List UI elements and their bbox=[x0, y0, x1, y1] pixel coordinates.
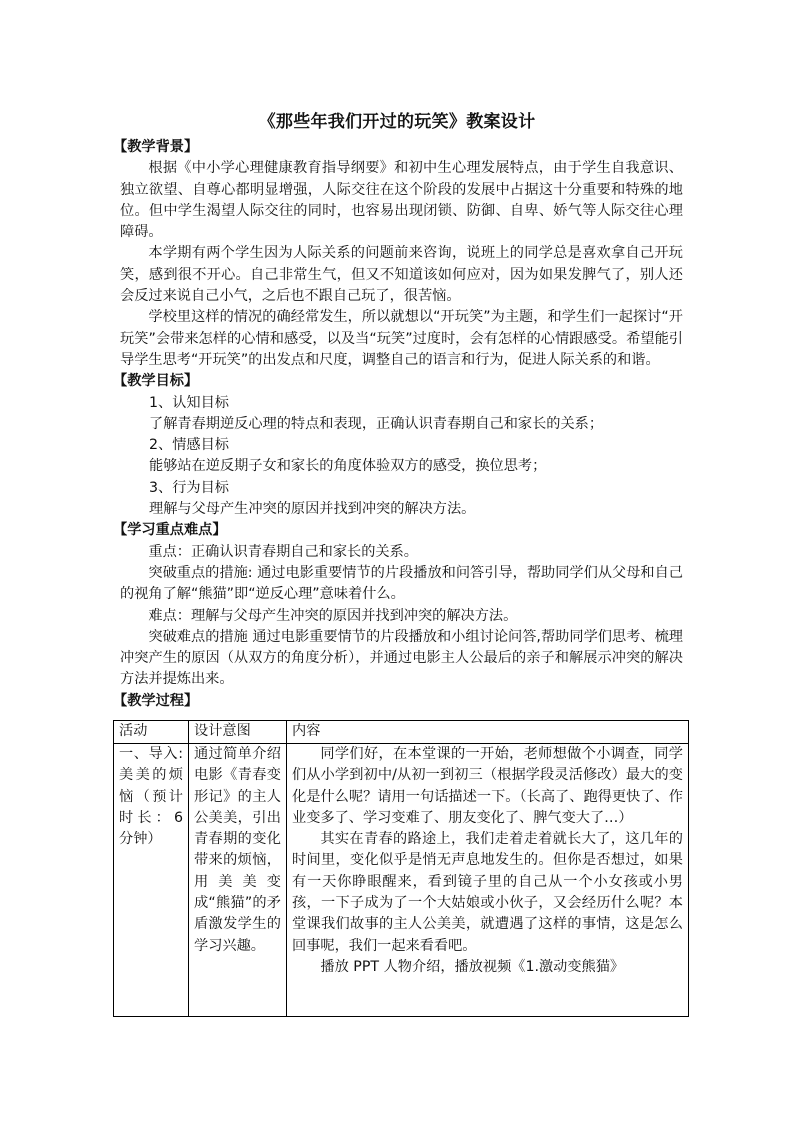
key-point-paragraph: 突破重点的措施: 通过电影重要情节的片段播放和问答引导，帮助同学们从父母和自己的视角了解“熊猫”即“逆反心理”意味着什么。 bbox=[120, 564, 683, 603]
content-paragraph: 其实在青春的路途上，我们走着走着就长大了，这几年的时间里，变化似乎是悄无声息地发生的。但你是否想过，如果有一天你睁眼醒来，看到镜子里的自己从一个小女孩或小男孩，一下子成为了一个大姑娘或小伙子，又会经历什么呢？本堂课我们故事的主人公美美，就遭遇了这样的事情，这是怎么回事呢，我们一起来看看吧。 bbox=[292, 831, 683, 954]
background-paragraph: 学校里这样的情况的确经常发生，所以就想以“开玩笑”为主题，和学生们一起探讨“开玩笑”会带来怎样的心情和感受，以及当“玩笑”过度时，会有怎样的心情跟感受。希望能引导学生思考“开玩笑”的出发点和尺度，调整自己的语言和行为，促进人际关系的和谐。 bbox=[120, 309, 683, 368]
section-heading-process: 【教学过程】 bbox=[113, 692, 199, 709]
objective-text: 能够站在逆反期子女和家长的角度体验双方的感受，换位思考； bbox=[149, 458, 547, 475]
key-point-paragraph: 难点：理解与父母产生冲突的原因并找到冲突的解决方法。 bbox=[148, 607, 518, 624]
objective-text: 理解与父母产生冲突的原因并找到冲突的解决方法。 bbox=[149, 501, 476, 518]
background-paragraph: 本学期有两个学生因为人际关系的问题前来咨询，说班上的同学总是喜欢拿自己开玩笑，感到很不开心。自己非常生气，但又不知道该如何应对，因为如果发脾气了，别人还会反过来说自己小气，之后也不跟自己玩了，很苦恼。 bbox=[120, 245, 683, 305]
objective-label: 2、情感目标 bbox=[149, 437, 229, 454]
activity-text: 一、导入:美美的烦恼（预计时长：6分钟） bbox=[119, 746, 183, 848]
background-paragraph: 根据《中小学心理健康教育指导纲要》和初中生心理发展特点，由于学生自我意识、独立欲望、自尊心都明显增强，人际交往在这个阶段的发展中占据这十分重要和特殊的地位。但中学生渴望人际交往的同时，也容易出现闭锁、防御、自卑、娇气等人际交往心理障碍。 bbox=[120, 160, 683, 241]
content-cell bbox=[287, 744, 689, 1017]
document-body bbox=[113, 137, 683, 712]
document-title: 《那些年我们开过的玩笑》教案设计 bbox=[258, 112, 536, 132]
column-header-intent: 设计意图 bbox=[189, 721, 287, 744]
intent-text: 通过简单介绍电影《青春变形记》的主人公美美，引出青春期的变化带来的烦恼，用美美变成“熊猫”的矛盾激发学生的学习兴趣。 bbox=[194, 746, 281, 954]
section-heading-key-points: 【学习重点难点】 bbox=[113, 522, 227, 539]
objective-label: 1、认知目标 bbox=[149, 394, 229, 411]
table-header-row bbox=[114, 721, 689, 744]
key-point-paragraph: 重点：正确认识青春期自己和家长的关系。 bbox=[148, 543, 418, 560]
objective-text: 了解青春期逆反心理的特点和表现，正确认识青春期自己和家长的关系； bbox=[149, 415, 604, 432]
section-heading-background: 【教学背景】 bbox=[113, 139, 199, 155]
activity-cell bbox=[114, 744, 189, 1017]
key-point-paragraph: 突破难点的措施 通过电影重要情节的片段播放和小组讨论问答,帮助同学们思考、梳理冲突产生的原因（从双方的角度分析），并通过电影主人公最后的亲子和解展示冲突的解决方法并提炼出来。 bbox=[120, 628, 683, 688]
objective-label: 3、行为目标 bbox=[149, 479, 229, 496]
intent-cell bbox=[189, 744, 287, 1017]
content-paragraph: 播放 PPT 人物介绍，播放视频《1.激动变熊猫》 bbox=[320, 958, 625, 975]
table-row bbox=[114, 744, 689, 1017]
column-header-activity: 活动 bbox=[114, 721, 189, 744]
teaching-process-table bbox=[113, 720, 689, 1017]
column-header-content: 内容 bbox=[287, 721, 689, 744]
section-heading-objectives: 【教学目标】 bbox=[113, 373, 199, 390]
content-paragraph: 同学们好，在本堂课的一开始，老师想做个小调查，同学们从小学到初中/从初一到初三（根据学段灵活修改）最大的变化是什么呢？请用一句话描述一下。（长高了、跑得更快了、作业变多了、学习变难了、朋友变化了、脾气变大了…） bbox=[292, 746, 683, 826]
